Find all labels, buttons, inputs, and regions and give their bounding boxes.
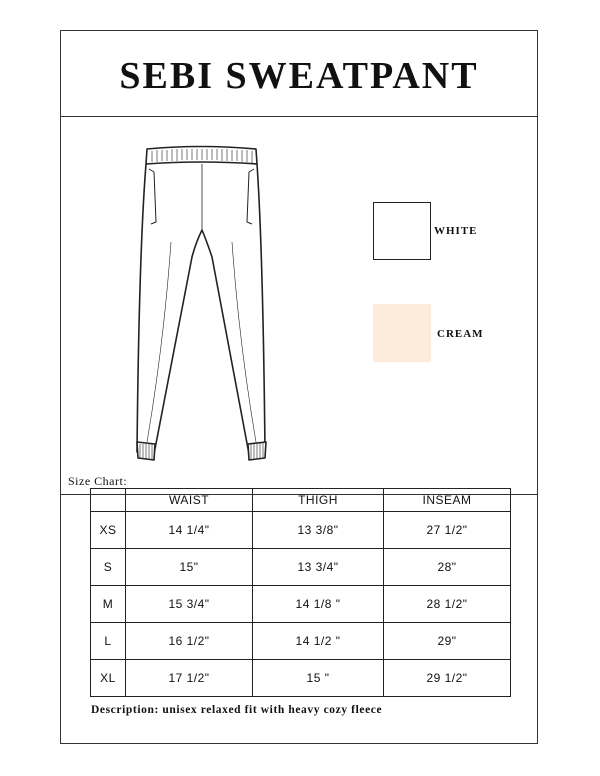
waist-value: 15 3/4" [126,586,253,623]
thigh-value: 14 1/2 " [253,623,384,660]
table-header-row [91,489,511,512]
sweatpant-flat-sketch-icon [134,142,269,467]
title-box [61,31,537,117]
waist-value: 16 1/2" [126,623,253,660]
size-chart-heading: Size Chart: [68,474,128,488]
table-row [91,549,511,586]
header-thigh: THIGH [253,489,384,512]
color-label-white: WHITE [434,225,478,237]
color-swatch-cream [373,304,431,362]
inseam-value: 28 1/2" [384,586,511,623]
header-size [91,489,126,512]
inseam-value: 27 1/2" [384,512,511,549]
size-label: L [91,623,126,660]
thigh-value: 15 " [253,660,384,697]
size-label: S [91,549,126,586]
size-label: XL [91,660,126,697]
table-row [91,586,511,623]
table-row [91,623,511,660]
inseam-value: 29 1/2" [384,660,511,697]
thigh-value: 13 3/8" [253,512,384,549]
spec-sheet [60,30,538,744]
product-title: SEBI SWEATPANT [119,54,479,97]
table-row [91,660,511,697]
header-inseam: INSEAM [384,489,511,512]
thigh-value: 14 1/8 " [253,586,384,623]
table-row [91,512,511,549]
waist-value: 15" [126,549,253,586]
size-label: XS [91,512,126,549]
inseam-value: 28" [384,549,511,586]
size-chart-table [90,488,511,697]
inseam-value: 29" [384,623,511,660]
thigh-value: 13 3/4" [253,549,384,586]
color-label-cream: CREAM [437,328,484,340]
artwork-panel [61,117,537,495]
waist-value: 14 1/4" [126,512,253,549]
header-waist: WAIST [126,489,253,512]
product-description: Description: unisex relaxed fit with heavy cozy fleece [91,704,383,716]
size-label: M [91,586,126,623]
color-swatch-white [373,202,431,260]
waist-value: 17 1/2" [126,660,253,697]
